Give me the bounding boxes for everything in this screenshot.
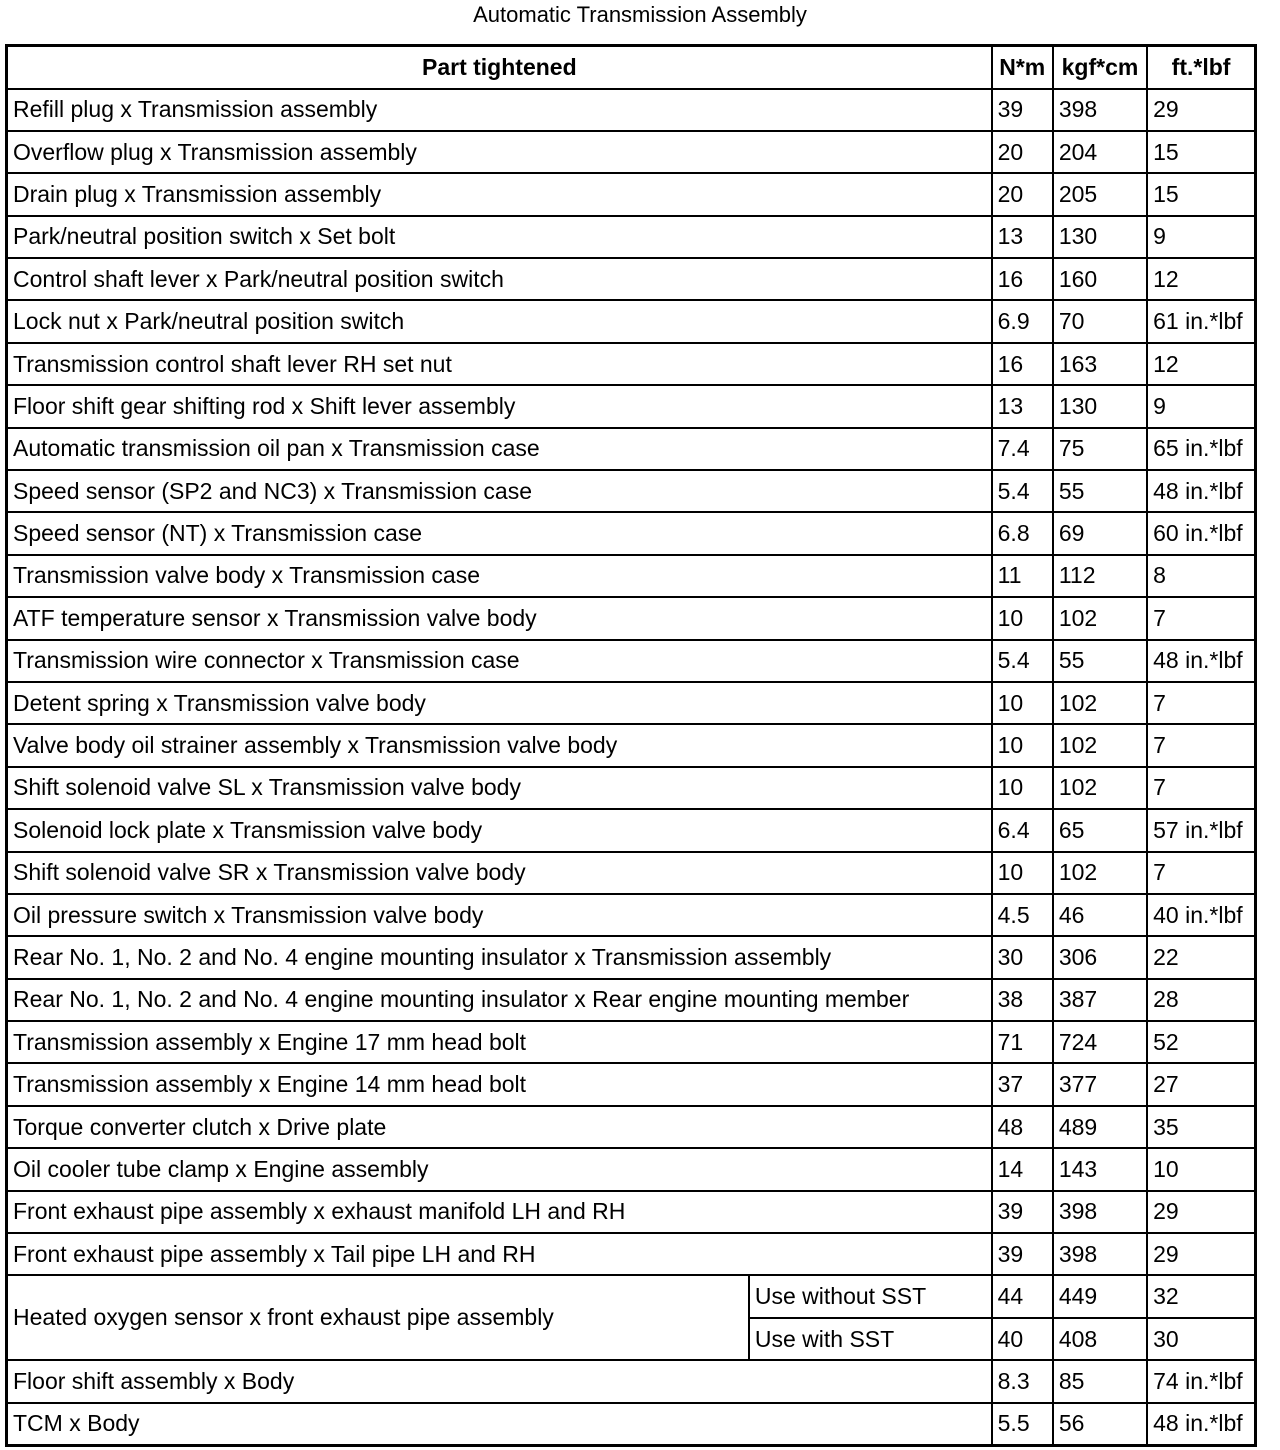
part-cell: Floor shift gear shifting rod x Shift lever assembly	[7, 385, 992, 427]
nm-cell: 5.4	[992, 470, 1053, 512]
table-row	[7, 512, 1256, 554]
kgf-cell: 398	[1053, 1191, 1147, 1233]
nm-cell: 39	[992, 89, 1053, 131]
part-cell: Shift solenoid valve SL x Transmission valve body	[7, 767, 992, 809]
table-row	[7, 216, 1256, 258]
table-row	[7, 1021, 1256, 1063]
kgf-cell: 130	[1053, 385, 1147, 427]
ft-cell: 29	[1147, 1191, 1255, 1233]
condition-cell: Use with SST	[749, 1318, 992, 1360]
nm-cell: 4.5	[992, 894, 1053, 936]
table-row	[7, 1148, 1256, 1190]
header-nm: N*m	[992, 46, 1053, 89]
nm-cell: 11	[992, 555, 1053, 597]
kgf-cell: 75	[1053, 428, 1147, 470]
table-row	[7, 343, 1256, 385]
nm-cell: 10	[992, 597, 1053, 639]
part-cell: Oil cooler tube clamp x Engine assembly	[7, 1148, 992, 1190]
part-cell: Solenoid lock plate x Transmission valve body	[7, 809, 992, 851]
kgf-cell: 160	[1053, 258, 1147, 300]
table-row	[7, 385, 1256, 427]
table-row	[7, 979, 1256, 1021]
part-cell: Transmission assembly x Engine 17 mm head bolt	[7, 1021, 992, 1063]
kgf-cell: 408	[1053, 1318, 1147, 1360]
page-title: Automatic Transmission Assembly	[473, 2, 807, 27]
header-row	[7, 46, 1256, 89]
ft-cell: 7	[1147, 597, 1255, 639]
ft-cell: 61 in.*lbf	[1147, 300, 1255, 342]
nm-cell: 6.8	[992, 512, 1053, 554]
part-cell: Front exhaust pipe assembly x exhaust manifold LH and RH	[7, 1191, 992, 1233]
nm-cell: 10	[992, 852, 1053, 894]
nm-cell: 37	[992, 1063, 1053, 1105]
kgf-cell: 55	[1053, 640, 1147, 682]
kgf-cell: 130	[1053, 216, 1147, 258]
part-cell: Oil pressure switch x Transmission valve body	[7, 894, 992, 936]
kgf-cell: 55	[1053, 470, 1147, 512]
ft-cell: 12	[1147, 343, 1255, 385]
nm-cell: 14	[992, 1148, 1053, 1190]
nm-cell: 10	[992, 767, 1053, 809]
part-cell: Torque converter clutch x Drive plate	[7, 1106, 992, 1148]
nm-cell: 8.3	[992, 1360, 1053, 1402]
table-row	[7, 173, 1256, 215]
header-kgf: kgf*cm	[1053, 46, 1147, 89]
part-cell: Transmission wire connector x Transmission case	[7, 640, 992, 682]
ft-cell: 7	[1147, 724, 1255, 766]
part-cell: ATF temperature sensor x Transmission valve body	[7, 597, 992, 639]
ft-cell: 40 in.*lbf	[1147, 894, 1255, 936]
ft-cell: 15	[1147, 131, 1255, 173]
nm-cell: 13	[992, 216, 1053, 258]
part-cell: Lock nut x Park/neutral position switch	[7, 300, 992, 342]
condition-cell: Use without SST	[749, 1275, 992, 1317]
ft-cell: 30	[1147, 1318, 1255, 1360]
part-cell: Floor shift assembly x Body	[7, 1360, 992, 1402]
ft-cell: 9	[1147, 385, 1255, 427]
kgf-cell: 143	[1053, 1148, 1147, 1190]
ft-cell: 7	[1147, 767, 1255, 809]
kgf-cell: 85	[1053, 1360, 1147, 1402]
table-row	[7, 936, 1256, 978]
ft-cell: 74 in.*lbf	[1147, 1360, 1255, 1402]
nm-cell: 10	[992, 724, 1053, 766]
part-cell: Rear No. 1, No. 2 and No. 4 engine mounting insulator x Rear engine mounting member	[7, 979, 992, 1021]
kgf-cell: 489	[1053, 1106, 1147, 1148]
kgf-cell: 387	[1053, 979, 1147, 1021]
part-cell: Rear No. 1, No. 2 and No. 4 engine mounting insulator x Transmission assembly	[7, 936, 992, 978]
nm-cell: 13	[992, 385, 1053, 427]
kgf-cell: 102	[1053, 852, 1147, 894]
kgf-cell: 205	[1053, 173, 1147, 215]
part-cell: Valve body oil strainer assembly x Transmission valve body	[7, 724, 992, 766]
ft-cell: 8	[1147, 555, 1255, 597]
table-row	[7, 1063, 1256, 1105]
ft-cell: 48 in.*lbf	[1147, 640, 1255, 682]
table-body	[7, 89, 1256, 1446]
table-row	[7, 131, 1256, 173]
table-row	[7, 597, 1256, 639]
part-cell: Detent spring x Transmission valve body	[7, 682, 992, 724]
kgf-cell: 102	[1053, 724, 1147, 766]
header-part: Part tightened	[7, 46, 992, 89]
kgf-cell: 398	[1053, 1233, 1147, 1275]
ft-cell: 27	[1147, 1063, 1255, 1105]
table-row	[7, 724, 1256, 766]
kgf-cell: 102	[1053, 597, 1147, 639]
table-row	[7, 1191, 1256, 1233]
nm-cell: 48	[992, 1106, 1053, 1148]
part-cell: Speed sensor (NT) x Transmission case	[7, 512, 992, 554]
kgf-cell: 102	[1053, 767, 1147, 809]
kgf-cell: 65	[1053, 809, 1147, 851]
part-cell: Transmission valve body x Transmission case	[7, 555, 992, 597]
table-row	[7, 1275, 1256, 1317]
part-cell: Automatic transmission oil pan x Transmission case	[7, 428, 992, 470]
table-row	[7, 1360, 1256, 1402]
ft-cell: 57 in.*lbf	[1147, 809, 1255, 851]
nm-cell: 44	[992, 1275, 1053, 1317]
kgf-cell: 70	[1053, 300, 1147, 342]
kgf-cell: 102	[1053, 682, 1147, 724]
nm-cell: 7.4	[992, 428, 1053, 470]
kgf-cell: 163	[1053, 343, 1147, 385]
table-row	[7, 1106, 1256, 1148]
ft-cell: 9	[1147, 216, 1255, 258]
kgf-cell: 398	[1053, 89, 1147, 131]
table-row	[7, 428, 1256, 470]
nm-cell: 38	[992, 979, 1053, 1021]
part-cell: Refill plug x Transmission assembly	[7, 89, 992, 131]
nm-cell: 40	[992, 1318, 1053, 1360]
table-row	[7, 809, 1256, 851]
nm-cell: 5.5	[992, 1403, 1053, 1445]
table-row	[7, 767, 1256, 809]
ft-cell: 52	[1147, 1021, 1255, 1063]
table-row	[7, 682, 1256, 724]
ft-cell: 29	[1147, 1233, 1255, 1275]
part-cell: Drain plug x Transmission assembly	[7, 173, 992, 215]
table-row	[7, 852, 1256, 894]
nm-cell: 71	[992, 1021, 1053, 1063]
kgf-cell: 204	[1053, 131, 1147, 173]
nm-cell: 6.4	[992, 809, 1053, 851]
kgf-cell: 112	[1053, 555, 1147, 597]
kgf-cell: 377	[1053, 1063, 1147, 1105]
ft-cell: 28	[1147, 979, 1255, 1021]
ft-cell: 48 in.*lbf	[1147, 1403, 1255, 1445]
table-row	[7, 89, 1256, 131]
kgf-cell: 69	[1053, 512, 1147, 554]
header-ft: ft.*lbf	[1147, 46, 1255, 89]
ft-cell: 7	[1147, 682, 1255, 724]
table-row	[7, 470, 1256, 512]
table-row	[7, 258, 1256, 300]
nm-cell: 39	[992, 1233, 1053, 1275]
table-row	[7, 300, 1256, 342]
nm-cell: 5.4	[992, 640, 1053, 682]
table-row	[7, 640, 1256, 682]
ft-cell: 32	[1147, 1275, 1255, 1317]
table-row	[7, 1403, 1256, 1445]
ft-cell: 10	[1147, 1148, 1255, 1190]
ft-cell: 29	[1147, 89, 1255, 131]
ft-cell: 65 in.*lbf	[1147, 428, 1255, 470]
part-cell: Heated oxygen sensor x front exhaust pipe assembly	[7, 1275, 749, 1360]
ft-cell: 12	[1147, 258, 1255, 300]
kgf-cell: 306	[1053, 936, 1147, 978]
ft-cell: 48 in.*lbf	[1147, 470, 1255, 512]
nm-cell: 10	[992, 682, 1053, 724]
part-cell: Transmission control shaft lever RH set nut	[7, 343, 992, 385]
nm-cell: 20	[992, 173, 1053, 215]
nm-cell: 30	[992, 936, 1053, 978]
kgf-cell: 56	[1053, 1403, 1147, 1445]
part-cell: Shift solenoid valve SR x Transmission valve body	[7, 852, 992, 894]
nm-cell: 6.9	[992, 300, 1053, 342]
kgf-cell: 724	[1053, 1021, 1147, 1063]
part-cell: Control shaft lever x Park/neutral position switch	[7, 258, 992, 300]
nm-cell: 16	[992, 343, 1053, 385]
ft-cell: 15	[1147, 173, 1255, 215]
part-cell: Transmission assembly x Engine 14 mm head bolt	[7, 1063, 992, 1105]
torque-table	[5, 44, 1257, 1447]
nm-cell: 16	[992, 258, 1053, 300]
table-row	[7, 555, 1256, 597]
nm-cell: 39	[992, 1191, 1053, 1233]
part-cell: Park/neutral position switch x Set bolt	[7, 216, 992, 258]
kgf-cell: 46	[1053, 894, 1147, 936]
ft-cell: 22	[1147, 936, 1255, 978]
nm-cell: 20	[992, 131, 1053, 173]
kgf-cell: 449	[1053, 1275, 1147, 1317]
part-cell: Overflow plug x Transmission assembly	[7, 131, 992, 173]
table-row	[7, 894, 1256, 936]
ft-cell: 7	[1147, 852, 1255, 894]
ft-cell: 35	[1147, 1106, 1255, 1148]
part-cell: TCM x Body	[7, 1403, 992, 1445]
table-row	[7, 1233, 1256, 1275]
part-cell: Front exhaust pipe assembly x Tail pipe LH and RH	[7, 1233, 992, 1275]
part-cell: Speed sensor (SP2 and NC3) x Transmission case	[7, 470, 992, 512]
ft-cell: 60 in.*lbf	[1147, 512, 1255, 554]
